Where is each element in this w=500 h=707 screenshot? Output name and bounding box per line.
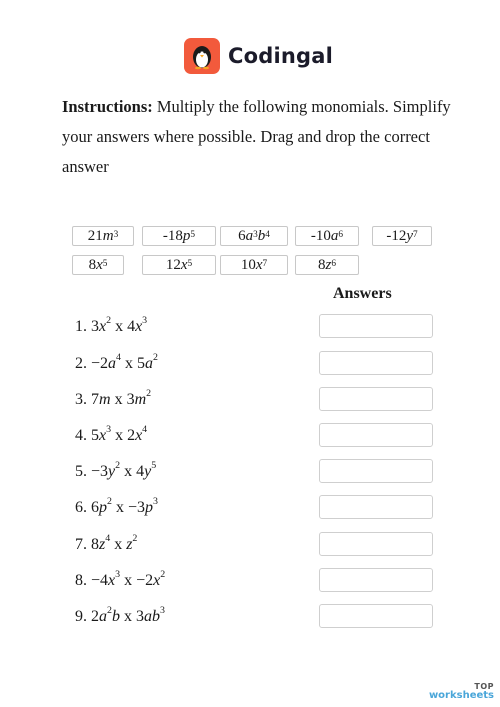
instructions [62, 92, 462, 182]
exponent: 2 [152, 352, 158, 364]
variable: m [102, 227, 114, 244]
variable: b [151, 608, 160, 625]
answer-chip[interactable]: -18 p $^5$ [142, 226, 216, 246]
term-text: 3 [126, 391, 135, 408]
variable: a [330, 227, 339, 244]
variable: x [255, 256, 263, 273]
term-text: 7 [91, 391, 99, 408]
term-text: 5. [75, 463, 91, 480]
answers-heading: Answers [333, 285, 392, 302]
question-text [75, 352, 158, 373]
term-text: 8 [88, 256, 97, 273]
term-text: 6. [75, 499, 91, 516]
answer-chip[interactable]: -10 a $^6$ [295, 226, 359, 246]
variable: a [99, 608, 107, 625]
term-text: 3 [91, 318, 99, 335]
answer-drop-box[interactable] [319, 604, 433, 628]
brand-header [184, 38, 333, 74]
exponent: 2 [107, 605, 112, 617]
answer-chip[interactable]: 12 x $^5$ [142, 255, 216, 275]
exponent: 3 [142, 315, 148, 327]
exponent: 2 [115, 460, 121, 472]
variable: a [143, 608, 152, 625]
variable: x [135, 318, 143, 335]
term-text: -10 [310, 227, 331, 244]
variable: p [144, 499, 153, 516]
exponent: 2 [160, 569, 166, 581]
footer-top-text: TOP [474, 682, 494, 691]
exponent: 3 [106, 424, 112, 436]
answer-chip[interactable]: 21 m $^3$ [72, 226, 134, 246]
question-text [75, 569, 166, 590]
variable: m [134, 391, 147, 408]
term-text: 10 [240, 256, 256, 273]
exponent: 3 [159, 605, 165, 617]
variable: p [99, 499, 107, 516]
term-text: 5 [91, 427, 99, 444]
term-text: x [111, 318, 128, 335]
term-text: 5 [136, 355, 145, 372]
term-text: 2 [91, 608, 99, 625]
term-text: 2 [127, 427, 136, 444]
variable: x [96, 256, 103, 273]
variable: y [406, 227, 413, 244]
penguin-icon [184, 38, 220, 74]
answer-chip[interactable]: 10 x $^7$ [220, 255, 288, 275]
answer-drop-box[interactable] [319, 314, 433, 338]
term-text: −4 [91, 572, 109, 589]
term-text: 4 [136, 463, 145, 480]
term-text: 21 [87, 227, 103, 244]
exponent: 2 [106, 315, 112, 327]
question-text [75, 315, 148, 336]
term-text: x [120, 355, 137, 372]
variable: b [111, 608, 120, 625]
brand-name: Codingal [228, 44, 334, 68]
exponent: 4 [105, 533, 111, 545]
term-text: x [111, 427, 128, 444]
term-text: x [119, 608, 136, 625]
term-text: 8 [318, 256, 326, 273]
variable: x [135, 427, 143, 444]
variable: x [99, 318, 107, 335]
term-text: 3. [75, 391, 91, 408]
variable: z [99, 536, 106, 553]
question-text [75, 605, 165, 626]
question-text [75, 496, 158, 517]
term-text: 4. [75, 427, 91, 444]
exponent: 2 [146, 388, 152, 400]
variable: x [153, 572, 161, 589]
variable: z [325, 256, 332, 273]
variable: y [144, 463, 152, 480]
term-text: x [120, 572, 137, 589]
answer-chip[interactable]: -12 y $^7$ [372, 226, 432, 246]
question-text [75, 388, 152, 409]
answer-chip[interactable]: 6 a $^3$ b $^4$ [220, 226, 288, 246]
term-text: 12 [165, 256, 181, 273]
term-text: 1. [75, 318, 91, 335]
term-text: 3 [135, 608, 144, 625]
question-text [75, 460, 157, 481]
term-text: −3 [91, 463, 109, 480]
exponent: 2 [107, 496, 112, 508]
instructions-label: Instructions: [62, 97, 153, 116]
term-text: x [120, 463, 137, 480]
term-text: 4 [127, 318, 136, 335]
term-text: −3 [127, 499, 145, 516]
footer-brand-text: worksheets [428, 690, 494, 701]
variable: a [245, 227, 254, 244]
answer-chip[interactable]: 8 x $^5$ [72, 255, 124, 275]
answer-drop-box[interactable] [319, 387, 433, 411]
exponent: 3 [152, 496, 158, 508]
footer-logo [429, 683, 494, 701]
term-text: x [110, 391, 127, 408]
variable: b [257, 227, 266, 244]
variable: a [108, 355, 117, 372]
term-text: 2. [75, 355, 91, 372]
exponent: 4 [142, 424, 148, 436]
variable: m [99, 391, 111, 408]
variable: x [180, 256, 188, 273]
exponent: 2 [132, 533, 138, 545]
variable: z [126, 536, 133, 553]
term-text: −2 [136, 572, 154, 589]
term-text: 6 [91, 499, 99, 516]
term-text: x [111, 499, 128, 516]
answer-drop-box[interactable] [319, 495, 433, 519]
variable: a [144, 355, 153, 372]
instructions-text: Multiply the following monomials. Simplify your answers where possible. Drag and drop the correct answer [62, 97, 451, 176]
question-text [75, 533, 138, 554]
exponent: 4 [116, 352, 121, 364]
answer-drop-box[interactable] [319, 532, 433, 556]
answer-drop-box[interactable] [319, 351, 433, 375]
variable: x [108, 572, 116, 589]
term-text: 6 [238, 227, 246, 244]
term-text: 8. [75, 572, 91, 589]
variable: x [99, 427, 107, 444]
term-text: -18 [162, 227, 183, 244]
answer-chip[interactable]: 8 z $^6$ [295, 255, 359, 275]
term-text: x [110, 536, 127, 553]
question-text [75, 424, 148, 445]
variable: y [108, 463, 116, 480]
exponent: 3 [115, 569, 121, 581]
variable: p [182, 227, 191, 244]
term-text: 8 [91, 536, 99, 553]
term-text: -12 [386, 227, 407, 244]
term-text: 7. [75, 536, 91, 553]
answer-drop-box[interactable] [319, 459, 433, 483]
term-text: 9. [75, 608, 91, 625]
exponent: 5 [151, 460, 157, 472]
answer-drop-box[interactable] [319, 423, 433, 447]
term-text: −2 [91, 355, 109, 372]
answer-drop-box[interactable] [319, 568, 433, 592]
